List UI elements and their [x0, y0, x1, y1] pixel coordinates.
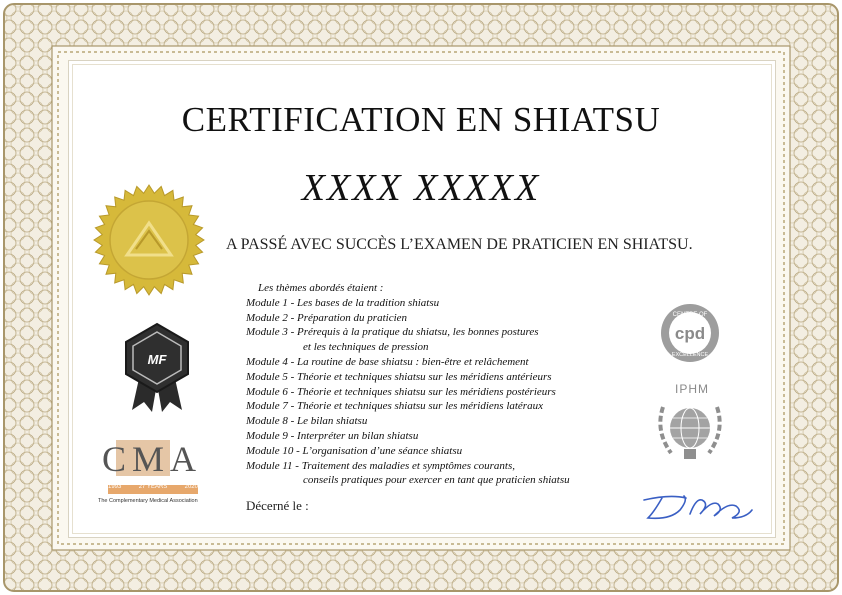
list-item-continuation: conseils pratiques pour exercer en tant que praticien shiatsu — [303, 474, 570, 487]
certificate-title: CERTIFICATION EN SHIATSU — [181, 100, 661, 139]
cma-logo — [98, 438, 203, 510]
cma-letters: CMA — [102, 439, 203, 479]
cma-year-start: 1993 — [108, 484, 122, 490]
list-item: Module 7 - Théorie et techniques shiatsu sur les méridiens latéraux — [246, 400, 543, 413]
cpd-top-text: CENTRE OF — [672, 312, 708, 318]
list-item: Module 4 - La routine de base shiatsu : bien-être et relâchement — [246, 355, 529, 368]
cpd-logo-icon — [659, 302, 721, 364]
iphm-label: IPHM — [675, 382, 709, 396]
recipient-name: XXXX XXXXX — [301, 167, 541, 209]
list-item: Module 6 - Théorie et techniques shiatsu sur les méridiens postérieurs — [246, 385, 556, 398]
modules-list — [246, 281, 570, 488]
gold-seal-icon — [92, 183, 206, 297]
topics-intro: Les thèmes abordés étaient : — [258, 282, 384, 294]
cma-association: The Complementary Medical Association — [98, 498, 198, 504]
cma-years: 27 YEARS — [138, 484, 168, 490]
list-item: Module 10 - L’organisation d’une séance shiatsu — [246, 444, 463, 457]
badge-text: MF — [147, 352, 167, 367]
signature-icon — [640, 490, 758, 524]
list-item: Module 11 - Traitement des maladies et symptômes courants, — [246, 459, 515, 472]
awarded-label: Décerné le : — [246, 498, 309, 513]
list-item: Module 9 - Interpréter un bilan shiatsu — [246, 429, 419, 442]
success-statement: A PASSÉ AVEC SUCCÈS L’EXAMEN DE PRATICIEN EN SHIATSU. — [226, 236, 693, 253]
badge-icon — [118, 322, 196, 414]
iphm-globe-icon — [651, 397, 729, 463]
list-item: Module 1 - Les bases de la tradition shiatsu — [246, 296, 440, 309]
cma-year-end: 2020 — [184, 484, 198, 490]
cpd-bottom-text: EXCELLENCE — [671, 352, 709, 358]
list-item: Module 5 - Théorie et techniques shiatsu sur les méridiens antérieurs — [246, 370, 552, 383]
cpd-main-text: cpd — [674, 324, 706, 343]
list-item: Module 8 - Le bilan shiatsu — [246, 415, 368, 428]
list-item: Module 2 - Préparation du praticien — [246, 311, 408, 324]
list-item: Module 3 - Prérequis à la pratique du shiatsu, les bonnes postures — [246, 326, 539, 339]
list-item-continuation: et les techniques de pression — [303, 341, 429, 354]
